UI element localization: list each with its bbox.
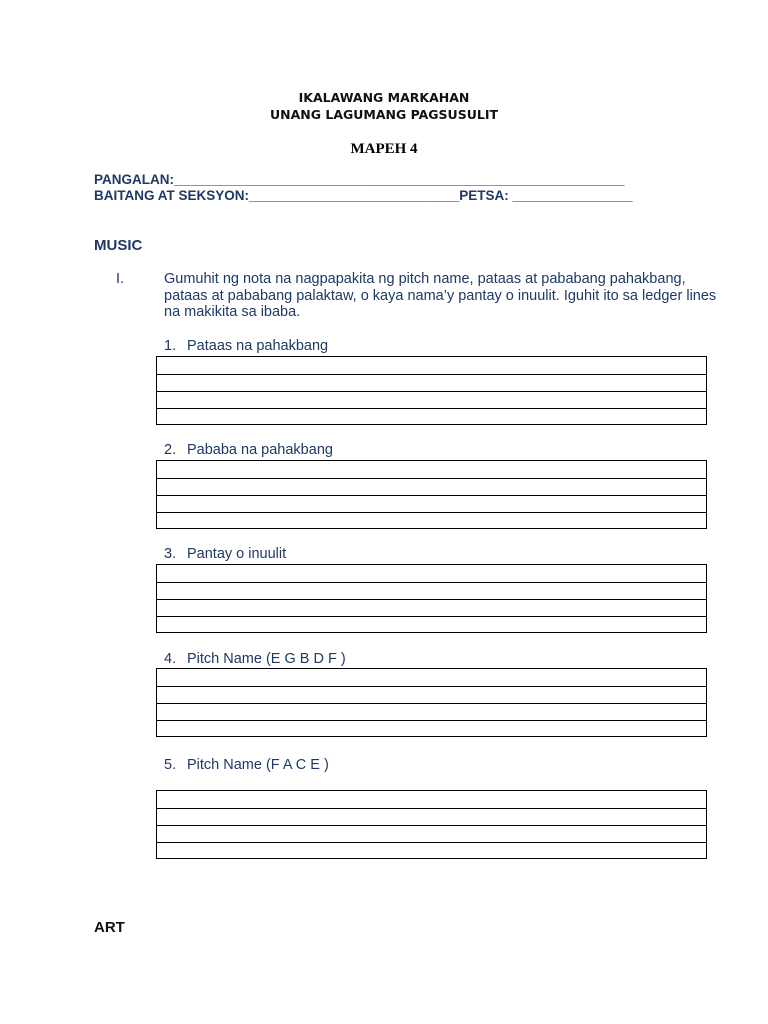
- music-heading: MUSIC: [94, 237, 143, 254]
- item-text: Pantay o inuulit: [187, 546, 287, 562]
- staff-line: [157, 495, 706, 496]
- staff-line: [157, 703, 706, 704]
- staff-5[interactable]: [156, 790, 707, 859]
- staff-line: [157, 720, 706, 721]
- staff-line: [157, 599, 706, 600]
- item-2-label: [164, 442, 333, 458]
- item-4-label: [164, 651, 346, 667]
- staff-line: [157, 686, 706, 687]
- staff-line: [157, 842, 706, 843]
- item-text: Pababa na pahakbang: [187, 442, 333, 458]
- part-number: I.: [116, 271, 125, 287]
- item-3-label: [164, 546, 286, 562]
- staff-line: [157, 391, 706, 392]
- staff-line: [157, 582, 706, 583]
- instructions-text: Gumuhit ng nota na nagpapakita ng pitch name, pataas at pababang pahakbang, pataas at pababang palaktaw, o kaya nama’y pantay o inuulit. Iguhit ito sa ledger lines na makikita sa ibaba.: [164, 271, 717, 320]
- item-number: 3.: [164, 546, 177, 562]
- item-text: Pataas na pahakbang: [187, 338, 329, 354]
- item-number: 5.: [164, 757, 177, 773]
- name-field[interactable]: PANGALAN:____________________________________________________________: [94, 172, 625, 187]
- staff-line: [157, 512, 706, 513]
- grade-section-date-field[interactable]: BAITANG AT SEKSYON:____________________________PETSA: ________________: [94, 188, 633, 203]
- subject-title: MAPEH 4: [350, 141, 418, 157]
- staff-3[interactable]: [156, 564, 707, 633]
- exam-title: UNANG LAGUMANG PAGSUSULIT: [270, 107, 498, 122]
- art-heading: ART: [94, 919, 125, 936]
- item-text: Pitch Name (E G B D F ): [187, 651, 346, 667]
- item-number: 4.: [164, 651, 177, 667]
- staff-line: [157, 808, 706, 809]
- item-number: 1.: [164, 338, 177, 354]
- staff-line: [157, 408, 706, 409]
- staff-4[interactable]: [156, 668, 707, 737]
- item-5-label: [164, 757, 329, 773]
- item-1-label: [164, 338, 328, 354]
- quarter-title: IKALAWANG MARKAHAN: [298, 90, 470, 105]
- item-text: Pitch Name (F A C E ): [187, 757, 329, 773]
- staff-line: [157, 616, 706, 617]
- staff-line: [157, 478, 706, 479]
- item-number: 2.: [164, 442, 177, 458]
- staff-1[interactable]: [156, 356, 707, 425]
- staff-2[interactable]: [156, 460, 707, 529]
- staff-line: [157, 825, 706, 826]
- staff-line: [157, 374, 706, 375]
